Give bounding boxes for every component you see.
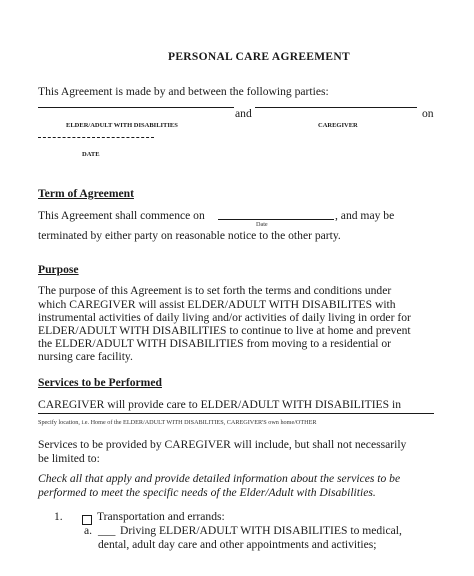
term-line-1-post: , and may be: [335, 209, 395, 222]
services-line-1: CAREGIVER will provide care to ELDER/ADULT WITH DISABILITIES in: [38, 398, 402, 411]
purpose-line: the ELDER/ADULT WITH DISABILITIES from moving to a residential or: [38, 337, 392, 350]
on-text: on: [422, 107, 434, 120]
term-date-label: Date: [256, 221, 268, 228]
term-heading: Term of Agreement: [38, 187, 134, 200]
purpose-line: nursing care facility.: [38, 350, 133, 363]
provided-line: Services to be provided by CAREGIVER will include, but shall not necessarily: [38, 438, 407, 451]
check-instruction-line: Check all that apply and provide detailed information about the services to be: [38, 472, 401, 485]
date-line[interactable]: [38, 137, 154, 138]
elder-label: ELDER/ADULT WITH DISABILITIES: [66, 122, 178, 129]
caregiver-name-line[interactable]: [255, 107, 417, 108]
location-note: Specify location, i.e. Home of the ELDER/ADULT WITH DISABILITIES, CAREGIVER'S own home/OTHER: [38, 419, 317, 426]
provided-line: be limited to:: [38, 452, 100, 465]
sub-line-1: Driving ELDER/ADULT WITH DISABILITIES to medical,: [120, 524, 402, 537]
location-line[interactable]: [38, 413, 434, 414]
page-title: PERSONAL CARE AGREEMENT: [168, 51, 350, 63]
purpose-line: instrumental activities of daily living and/or activities of daily living in order for: [38, 311, 411, 324]
term-line-2: terminated by either party on reasonable notice to the other party.: [38, 229, 341, 242]
date-label: DATE: [82, 151, 100, 158]
item-label: Transportation and errands:: [97, 510, 225, 523]
purpose-heading: Purpose: [38, 263, 79, 276]
intro-text: This Agreement is made by and between the following parties:: [38, 85, 329, 98]
purpose-line: The purpose of this Agreement is to set forth the terms and conditions under: [38, 284, 392, 297]
term-line-1-pre: This Agreement shall commence on: [38, 209, 205, 222]
caregiver-label: CAREGIVER: [318, 122, 358, 129]
check-instruction-line: performed to meet the specific needs of the Elder/Adult with Disabilities.: [38, 486, 376, 499]
item-number: 1.: [54, 510, 63, 523]
services-heading: Services to be Performed: [38, 376, 162, 389]
purpose-line: ELDER/ADULT WITH DISABILITIES to continue to live at home and prevent: [38, 324, 411, 337]
purpose-line: which CAREGIVER will assist ELDER/ADULT WITH DISABILITES with: [38, 298, 396, 311]
elder-name-line[interactable]: [38, 107, 234, 108]
sub-letter: a.: [84, 524, 93, 537]
commence-date-line[interactable]: [218, 207, 334, 220]
sub-blank[interactable]: ___: [98, 524, 116, 537]
and-text: and: [235, 107, 252, 120]
sub-line-2: dental, adult day care and other appointments and activities;: [98, 538, 377, 551]
